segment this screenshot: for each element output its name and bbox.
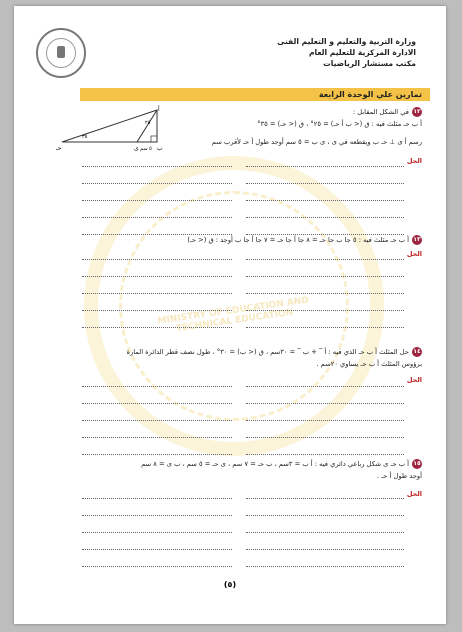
answer-line	[246, 403, 404, 404]
answer-line	[82, 200, 232, 201]
answer-line	[246, 234, 404, 235]
svg-text:حـ: حـ	[56, 145, 62, 152]
answer-line	[82, 386, 232, 387]
answer-line	[82, 549, 232, 550]
ministry-seal-logo	[36, 28, 86, 78]
answer-line	[82, 454, 232, 455]
solution-label: الحل	[406, 250, 422, 258]
triangle-figure	[54, 102, 164, 154]
answer-line	[246, 200, 404, 201]
answer-line	[246, 293, 404, 294]
question-12: ١٢في الشكل المقابل : أ ب حـ مثلث فيه : ق (< ب أ حـ) = ٢٥° ، ق (< حـ) = ٣٥° رسم أ ى ⊥ حـ ب ويقطعه في ى ، ى ب = ٥ سم أوجد طول أ حـ لأقرب سم	[211, 108, 422, 146]
answer-line	[82, 515, 232, 516]
question-number: ١٣	[413, 236, 421, 243]
solution-label: الحل	[406, 157, 422, 165]
unit-banner: تمارين علي الوحدة الرابعة	[80, 88, 430, 101]
solution-label: الحل	[406, 490, 422, 498]
answer-line	[82, 420, 232, 421]
answer-line	[246, 515, 404, 516]
answer-line	[246, 183, 404, 184]
answer-line	[246, 532, 404, 533]
answer-line	[82, 327, 232, 328]
document-header	[277, 36, 416, 69]
answer-line	[246, 566, 404, 567]
solution-label: الحل	[406, 376, 422, 384]
answer-line	[82, 310, 232, 311]
answer-line	[82, 276, 232, 277]
answer-line	[246, 420, 404, 421]
question-number: ١٢	[413, 108, 421, 115]
answer-line	[246, 310, 404, 311]
answer-line	[82, 293, 232, 294]
svg-text:٥ سم: ٥ سم	[140, 146, 152, 152]
answer-line	[82, 566, 232, 567]
answer-line	[82, 183, 232, 184]
answer-line	[246, 259, 404, 260]
answer-line	[246, 327, 404, 328]
answer-line	[82, 532, 232, 533]
question-13: ١٣أ ب حـ مثلث فيه : ٥ جا ب جا حـ = ٨ جا أ جا حـ = ٧ جا أ جا ب أوجد : ق (< حـ)	[187, 236, 421, 244]
question-number: ١٤	[413, 348, 421, 355]
answer-line	[246, 386, 404, 387]
answer-line	[246, 437, 404, 438]
answer-line	[82, 234, 232, 235]
answer-line	[82, 403, 232, 404]
svg-text:ى: ى	[134, 145, 139, 152]
answer-line	[246, 454, 404, 455]
svg-text:٢٥: ٢٥	[145, 120, 151, 126]
answer-line	[82, 166, 232, 167]
question-15: ١٥أ ب حـ ى شكل رباعي دائري فيه : أ ب = ٣سم ، ب حـ = ٧ سم ، ى حـ = ٥ سم ، ب ى = ٨ سم أوجد طول أ حـ .	[141, 460, 422, 480]
answer-line	[246, 498, 404, 499]
answer-line	[82, 259, 232, 260]
svg-text:أ: أ	[158, 106, 160, 113]
answer-line	[246, 276, 404, 277]
question-14: ١٤حل المثلث أ ب حـ الذي فيه : أ ‾ + ب ‾ = ٣٠سم ، ق (< ب) = ٣٠° ، طول نصف قطر الدائرة المارة برؤوس المثلث أ ب حـ يساوي ٢٠سم .	[126, 348, 422, 368]
answer-line	[82, 498, 232, 499]
answer-line	[246, 166, 404, 167]
answer-line	[82, 217, 232, 218]
ministry-name: وزارة التربية والتعليم و التعليم الفنى	[277, 37, 416, 46]
answer-line	[246, 549, 404, 550]
svg-text:٣٥: ٣٥	[82, 134, 88, 140]
question-number: ١٥	[413, 460, 421, 467]
watermark-text: MINISTRY OF EDUCATION AND TECHNICAL EDUCATION	[157, 295, 310, 335]
answer-line	[82, 437, 232, 438]
administration-name: الادارة المركزية للتعليم العام	[308, 48, 416, 57]
eagle-icon	[57, 46, 65, 58]
page-number: (٥)	[223, 580, 237, 589]
svg-text:ب: ب	[157, 145, 163, 152]
document-page	[14, 6, 446, 624]
office-name: مكتب مستشار الرياضيات	[323, 59, 416, 68]
answer-line	[246, 217, 404, 218]
